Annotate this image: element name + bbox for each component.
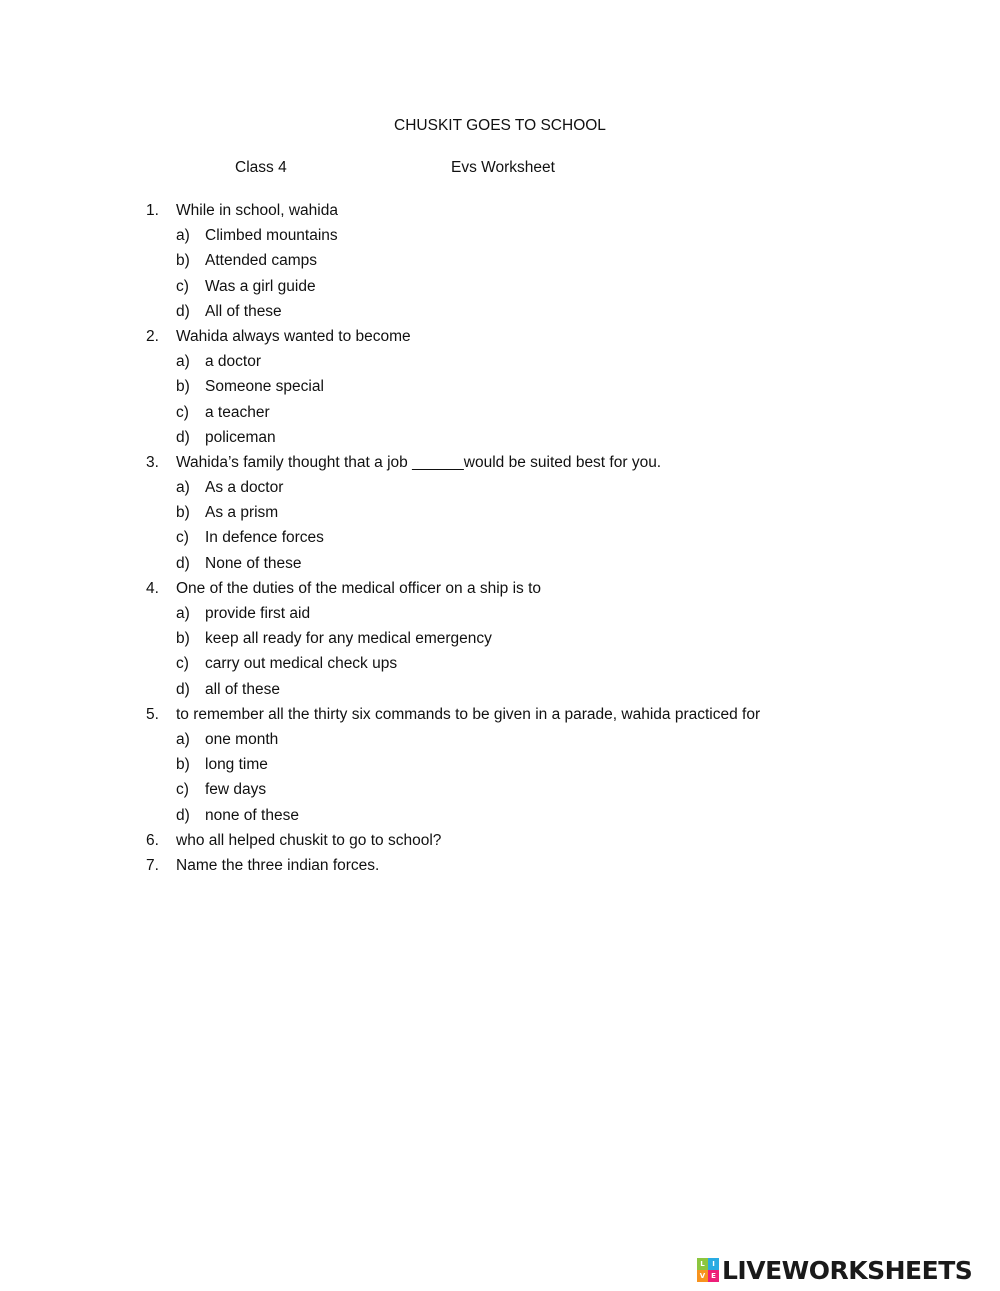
option-text: policeman (205, 428, 276, 446)
option-letter: b) (176, 504, 190, 522)
option-item (0, 553, 1000, 578)
option-text: a teacher (205, 403, 270, 421)
option-letter: a) (176, 730, 190, 748)
option-item (0, 628, 1000, 653)
option-text: Attended camps (205, 252, 318, 270)
option-letter: a) (176, 353, 190, 371)
option-text: All of these (205, 302, 282, 320)
question-text: to remember all the thirty six commands to be given in a parade, wahida practiced for (176, 705, 761, 723)
option-letter: c) (176, 781, 189, 799)
option-item (0, 754, 1000, 779)
option-letter: a) (176, 227, 190, 245)
option-item (0, 653, 1000, 678)
option-letter: c) (176, 529, 189, 547)
option-item (0, 301, 1000, 326)
question-number: 3. (146, 453, 159, 471)
option-text: As a doctor (205, 479, 284, 497)
class-label: Class 4 (235, 159, 287, 176)
question-number: 6. (146, 831, 159, 849)
option-item (0, 729, 1000, 754)
option-letter: a) (176, 605, 190, 622)
option-letter: d) (176, 680, 190, 698)
question-text: Wahida’s family thought that a job ______would be suited best for you. (176, 453, 662, 471)
option-item (0, 250, 1000, 275)
option-text: long time (205, 756, 268, 774)
logo-cube-i: I (708, 1258, 719, 1270)
option-letter: c) (176, 403, 189, 421)
option-letter: b) (176, 630, 190, 648)
option-item (0, 805, 1000, 830)
option-text: In defence forces (205, 529, 324, 547)
option-text: provide first aid (205, 605, 311, 622)
option-item (0, 376, 1000, 401)
option-letter: b) (176, 378, 190, 396)
option-letter: b) (176, 252, 190, 270)
option-letter: c) (176, 277, 189, 295)
option-item (0, 427, 1000, 452)
option-letter: d) (176, 302, 190, 320)
option-item (0, 477, 1000, 502)
logo-text: LIVEWORKSHEETS (722, 1255, 973, 1285)
question-number: 5. (146, 705, 159, 723)
worksheet-title: CHUSKIT GOES TO SCHOOL (394, 117, 606, 134)
option-letter: a) (176, 479, 190, 497)
option-letter: d) (176, 806, 190, 824)
question-text: who all helped chuskit to go to school? (176, 831, 442, 849)
option-item (0, 603, 1000, 628)
logo-cube-v: V (697, 1270, 708, 1282)
option-item (0, 679, 1000, 704)
option-item (0, 225, 1000, 250)
question-text: While in school, wahida (176, 202, 338, 219)
option-text: Someone special (205, 378, 324, 396)
logo-cube-e: E (708, 1270, 719, 1282)
option-text: one month (205, 730, 279, 748)
subject-label: Evs Worksheet (451, 159, 555, 176)
logo-cube-l: L (697, 1258, 708, 1270)
option-letter: b) (176, 756, 190, 774)
question-7 (0, 855, 1000, 880)
question-text: One of the duties of the medical officer on a ship is to (176, 579, 542, 597)
option-text: all of these (205, 680, 280, 698)
question-4 (0, 578, 1000, 603)
option-item (0, 351, 1000, 376)
logo-cubes-icon (697, 1258, 719, 1282)
question-6 (0, 830, 1000, 855)
question-2 (0, 326, 1000, 351)
option-item (0, 276, 1000, 301)
question-text: Wahida always wanted to become (176, 327, 411, 345)
option-letter: c) (176, 655, 189, 673)
question-list (0, 200, 1000, 880)
option-item (0, 779, 1000, 804)
question-number: 4. (146, 579, 159, 597)
question-1 (0, 200, 1000, 225)
question-3 (0, 452, 1000, 477)
question-5 (0, 704, 1000, 729)
option-letter: d) (176, 554, 190, 572)
question-text: Name the three indian forces. (176, 856, 380, 874)
option-item (0, 402, 1000, 427)
question-number: 7. (146, 856, 159, 874)
option-text: As a prism (205, 504, 279, 522)
option-text: none of these (205, 806, 299, 824)
option-item (0, 527, 1000, 552)
option-letter: d) (176, 428, 190, 446)
option-item (0, 502, 1000, 527)
option-text: None of these (205, 554, 302, 572)
option-text: few days (205, 781, 267, 799)
option-text: a doctor (205, 353, 262, 371)
option-text: Was a girl guide (205, 277, 316, 295)
question-number: 1. (146, 202, 159, 219)
option-text: keep all ready for any medical emergency (205, 630, 492, 648)
question-number: 2. (146, 327, 159, 345)
option-text: Climbed mountains (205, 227, 338, 245)
option-text: carry out medical check ups (205, 655, 398, 673)
liveworksheets-logo (697, 1256, 972, 1284)
